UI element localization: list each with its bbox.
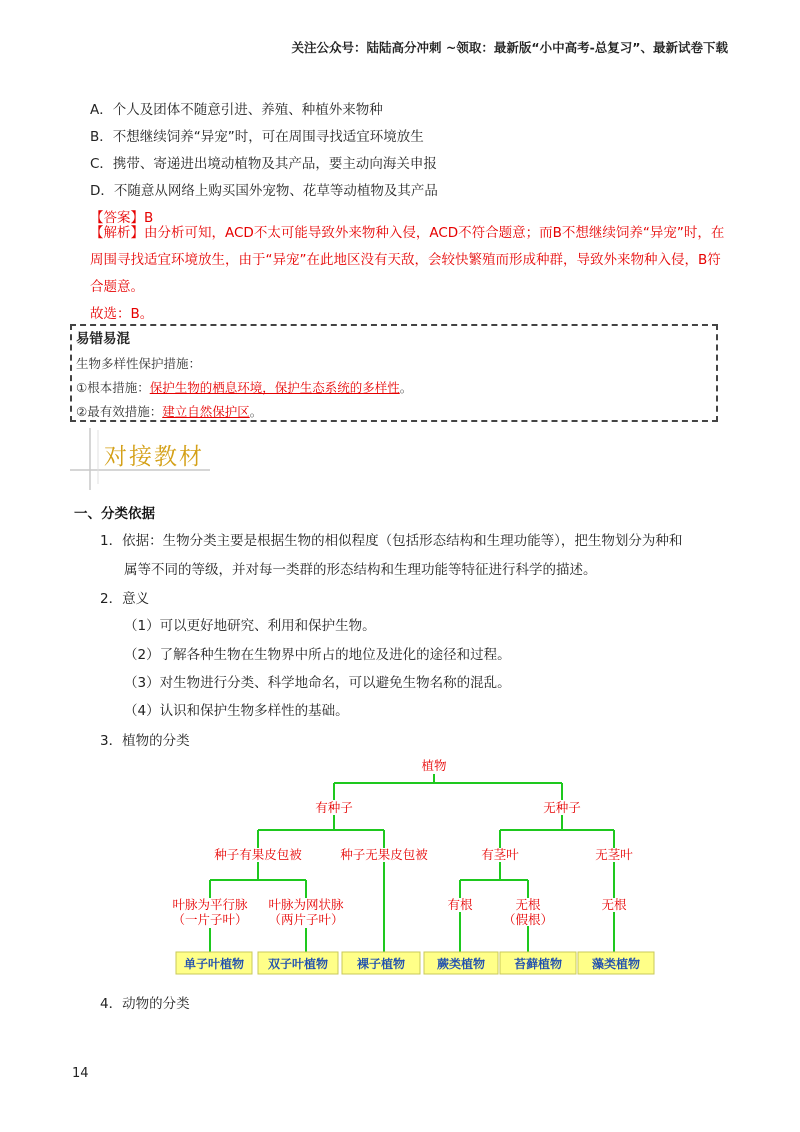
page-header: 关注公众号：陆陆高分冲刺 ~领取：最新版“小中高考-总复习”、最新试卷下载 [291,40,728,55]
tree-node-gymnosperm: 种子无果皮包被 [340,847,428,862]
option-c: C．携带、寄递进出境动植物及其产品，要主动向海关申报 [90,156,437,172]
tree-leaves [176,952,654,974]
analysis-text: 由分析可知，ACD不太可能导致外来物种入侵，ACD不符合题意；而B不想继续饲养“异宠”时，在周围寻找适宜环境放生，由于“异宠”在此地区没有天敌，会较快繁殖而形成种群，导致外来物种入侵，B符合题意。 [90,225,725,295]
effective-measure-text: 建立自然保护区 [162,404,250,419]
tree-node-has-root: 有根 [447,897,473,912]
analysis-paragraph [90,220,730,301]
plant-classification-title: 3．植物的分类 [100,733,190,749]
mistake-box-item-1: ①根本措施：保护生物的栖息环境，保护生态系统的多样性。 [76,380,413,395]
analysis-label: 【解析】 [90,225,144,241]
tree-node-net-sub: （两片子叶） [268,912,344,927]
tree-node-plants: 植物 [421,758,447,773]
option-b: B．不想继续饲养“异宠”时，可在周围寻找适宜环境放生 [90,129,424,145]
leaf-fern: 蕨类植物 [436,957,486,971]
option-a: A．个人及团体不随意引进、养殖、种植外来物种 [90,102,383,118]
analysis-conclusion: 故选：B。 [90,306,154,322]
meaning-item: （1）可以更好地研究、利用和保护生物。 [124,618,376,634]
mistake-box-title: 易错易混 [76,331,130,347]
meaning-title: 2．意义 [100,591,150,607]
basis-line-1: 1．依据：生物分类主要是根据生物的相似程度（包括形态结构和生理功能等），把生物划分为种和 [100,533,683,549]
tree-node-seed: 有种子 [315,800,353,815]
option-d: D．不随意从网络上购买国外宠物、花草等动植物及其产品 [90,183,438,199]
basis-line-2: 属等不同的等级，并对每一类群的形态结构和生理功能等特征进行科学的描述。 [124,562,597,578]
leaf-algae: 藻类植物 [591,957,641,971]
leaf-gymnosperm: 裸子植物 [356,957,406,971]
animal-classification-title: 4．动物的分类 [100,996,190,1012]
tree-node-no-root: 无根 [515,897,541,912]
tree-node-net-vein: 叶脉为网状脉 [268,897,344,912]
mistake-box-item-2: ②最有效措施：建立自然保护区。 [76,404,263,419]
root-measure-text: 保护生物的栖息环境，保护生态系统的多样性 [149,380,400,395]
section-title: 对接教材 [104,444,204,470]
tree-node-no-root-2: 无根 [601,897,627,912]
leaf-moss: 苔藓植物 [513,957,563,971]
page-number: 14 [72,1066,89,1081]
heading-classification-basis: 一、分类依据 [74,506,155,522]
tree-node-angiosperm: 种子有果皮包被 [214,847,302,862]
tree-node-noseed: 无种子 [543,800,581,815]
meaning-item: （3）对生物进行分类、科学地命名，可以避免生物名称的混乱。 [124,675,511,691]
plant-classification-tree [0,750,800,980]
answer-label: 【答案】 [90,210,144,226]
tree-node-nostemleaf: 无茎叶 [595,847,633,862]
tree-node-stemleaf: 有茎叶 [481,847,519,862]
tree-node-parallel-sub: （一片子叶） [172,912,248,927]
mistake-box-intro: 生物多样性保护措施： [76,356,202,371]
tree-node-parallel-vein: 叶脉为平行脉 [172,897,248,912]
answer-value: B [144,210,154,226]
leaf-dicot: 双子叶植物 [267,957,329,971]
leaf-monocot: 单子叶植物 [183,957,245,971]
tree-node-false-root: （假根） [502,912,554,927]
meaning-item: （4）认识和保护生物多样性的基础。 [124,703,349,719]
meaning-item: （2）了解各种生物在生物界中所占的地位及进化的途径和过程。 [124,647,511,663]
